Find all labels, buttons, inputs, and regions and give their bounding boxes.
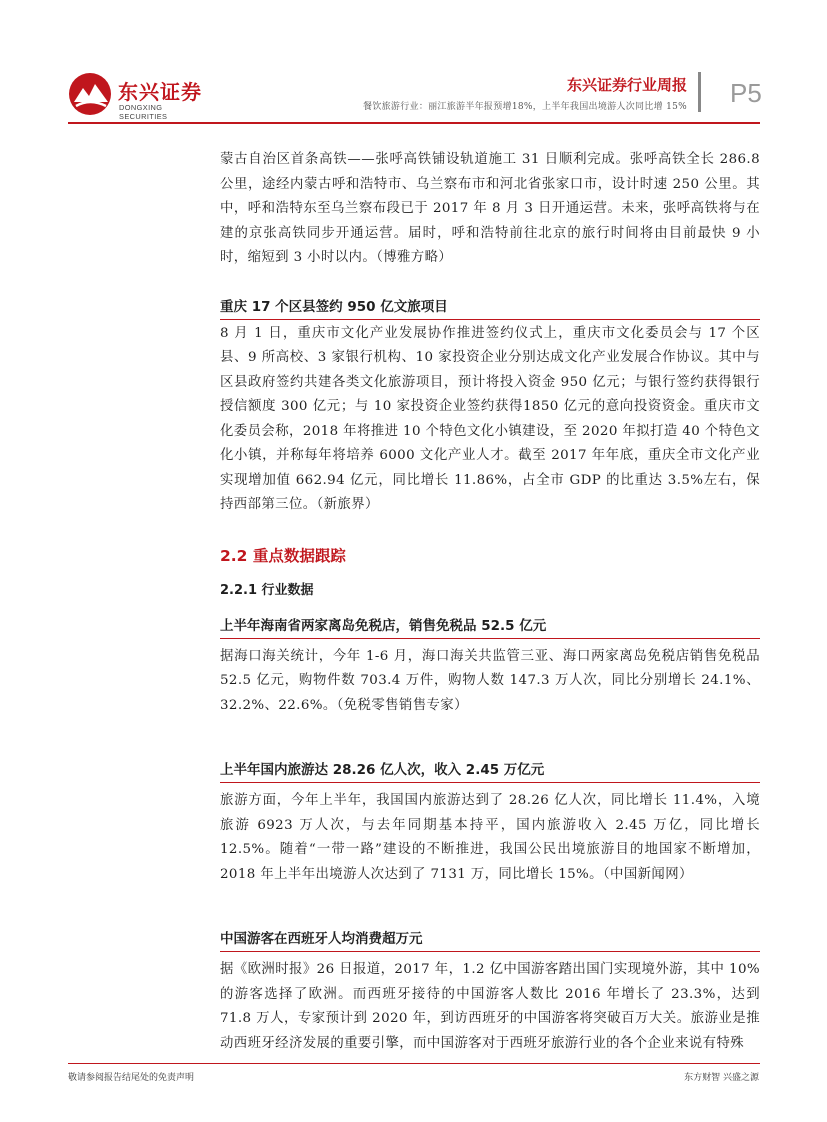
subsection-title: 2.2.1 行业数据 bbox=[220, 582, 314, 598]
company-name-en: DONGXING SECURITIES bbox=[119, 103, 168, 121]
section-title: 2.2 重点数据跟踪 bbox=[220, 546, 346, 565]
intro-paragraph: 蒙古自治区首条高铁——张呼高铁铺设轨道施工 31 日顺利完成。张呼高铁全长 286.8 公里，途经内蒙古呼和浩特市、乌兰察布市和河北省张家口市，设计时速 250 公里。其中，呼和浩特东至乌兰察布段已于 2017 年 8 月 3 日开通运营。未来，张呼高铁将与在建的京张高铁同步开通运营。届时，呼和浩特前往北京的旅行时间将由目前最快 9 小时，缩短到 3 小时以内。（博雅方略） bbox=[220, 152, 760, 265]
news-title-underline bbox=[220, 319, 760, 320]
header-divider bbox=[698, 72, 701, 112]
company-logo bbox=[68, 72, 208, 120]
news-title-hainan: 上半年海南省两家离岛免税店，销售免税品 52.5 亿元 bbox=[220, 617, 547, 634]
report-content bbox=[220, 148, 760, 1056]
report-subtitle: 餐饮旅游行业：丽江旅游半年报预增18%，上半年我国出境游人次同比增 15% bbox=[363, 102, 687, 112]
news-paragraph-spain: 据《欧洲时报》26 日报道，2017 年，1.2 亿中国游客踏出国门实现境外游，其中 10% 的游客选择了欧洲。而西班牙接待的中国游客人数比 2016 年增长了 23.3%，达到 71.8 万人，专家预计到 2020 年，到访西班牙的中国游客将突破百万大关。旅游业是推动西班牙经济发展的重要引擎，而中国游客对于西班牙旅游行业的各个企业来说有特殊 bbox=[220, 962, 760, 1051]
header-rule bbox=[68, 122, 760, 124]
news-title-underline bbox=[220, 782, 760, 783]
footer-disclaimer: 敬请参阅报告结尾处的免责声明 bbox=[68, 1073, 195, 1083]
company-name-cn: 东兴证券 bbox=[118, 80, 202, 104]
news-title-underline bbox=[220, 638, 760, 639]
news-paragraph-domestic-tourism: 旅游方面，今年上半年，我国国内旅游达到了 28.26 亿人次，同比增长 11.4%，入境旅游 6923 万人次，与去年同期基本持平，国内旅游收入 2.45 万亿，同比增长 12.5%。随着“一带一路”建设的不断推进，我国公民出境旅游目的地国家不断增加，2018 年上半年出境游人次达到了 7131 万，同比增长 15%。（中国新闻网） bbox=[220, 793, 760, 882]
page-number: P5 bbox=[730, 78, 762, 108]
news-title-spain: 中国游客在西班牙人均消费超万元 bbox=[220, 931, 423, 947]
news-title-underline bbox=[220, 951, 760, 952]
footer-slogan: 东方财智 兴盛之源 bbox=[684, 1073, 759, 1083]
news-title-chongqing: 重庆 17 个区县签约 950 亿文旅项目 bbox=[220, 298, 448, 315]
report-title: 东兴证券行业周报 bbox=[566, 76, 687, 94]
news-paragraph-chongqing: 8 月 1 日，重庆市文化产业发展协作推进签约仪式上，重庆市文化委员会与 17 个区县、9 所高校、3 家银行机构、10 家投资企业分别达成文化产业发展合作协议。其中与区县政府签约共建各类文化旅游项目，预计将投入资金 950 亿元；与银行签约获得银行授信额度 300 亿元；与 10 家投资企业签约获得1850 亿元的意向投资资金。重庆市文化委员会称，2018 年将推进 10 个特色文化小镇建设，至 2020 年拟打造 40 个特色文化小镇，并称每年将培养 6000 文化产业人才。截至 2017 年年底，重庆全市文化产业实现增加值 662.94 亿元，同比增长 11.86%，占全市 GDP 的比重达 3.5%左右，保持西部第三位。（新旅界） bbox=[220, 325, 760, 512]
news-paragraph-hainan: 据海口海关统计，今年 1-6 月，海口海关共监管三亚、海口两家离岛免税店销售免税品 52.5 亿元，购物件数 703.4 万件，购物人数 147.3 万人次，同比分别增长 24.1%、32.2%、22.6%。（免税零售销售专家） bbox=[220, 648, 760, 713]
footer-rule bbox=[68, 1063, 760, 1064]
dongxing-logo-icon bbox=[68, 72, 116, 116]
news-title-domestic-tourism: 上半年国内旅游达 28.26 亿人次，收入 2.45 万亿元 bbox=[220, 762, 545, 778]
